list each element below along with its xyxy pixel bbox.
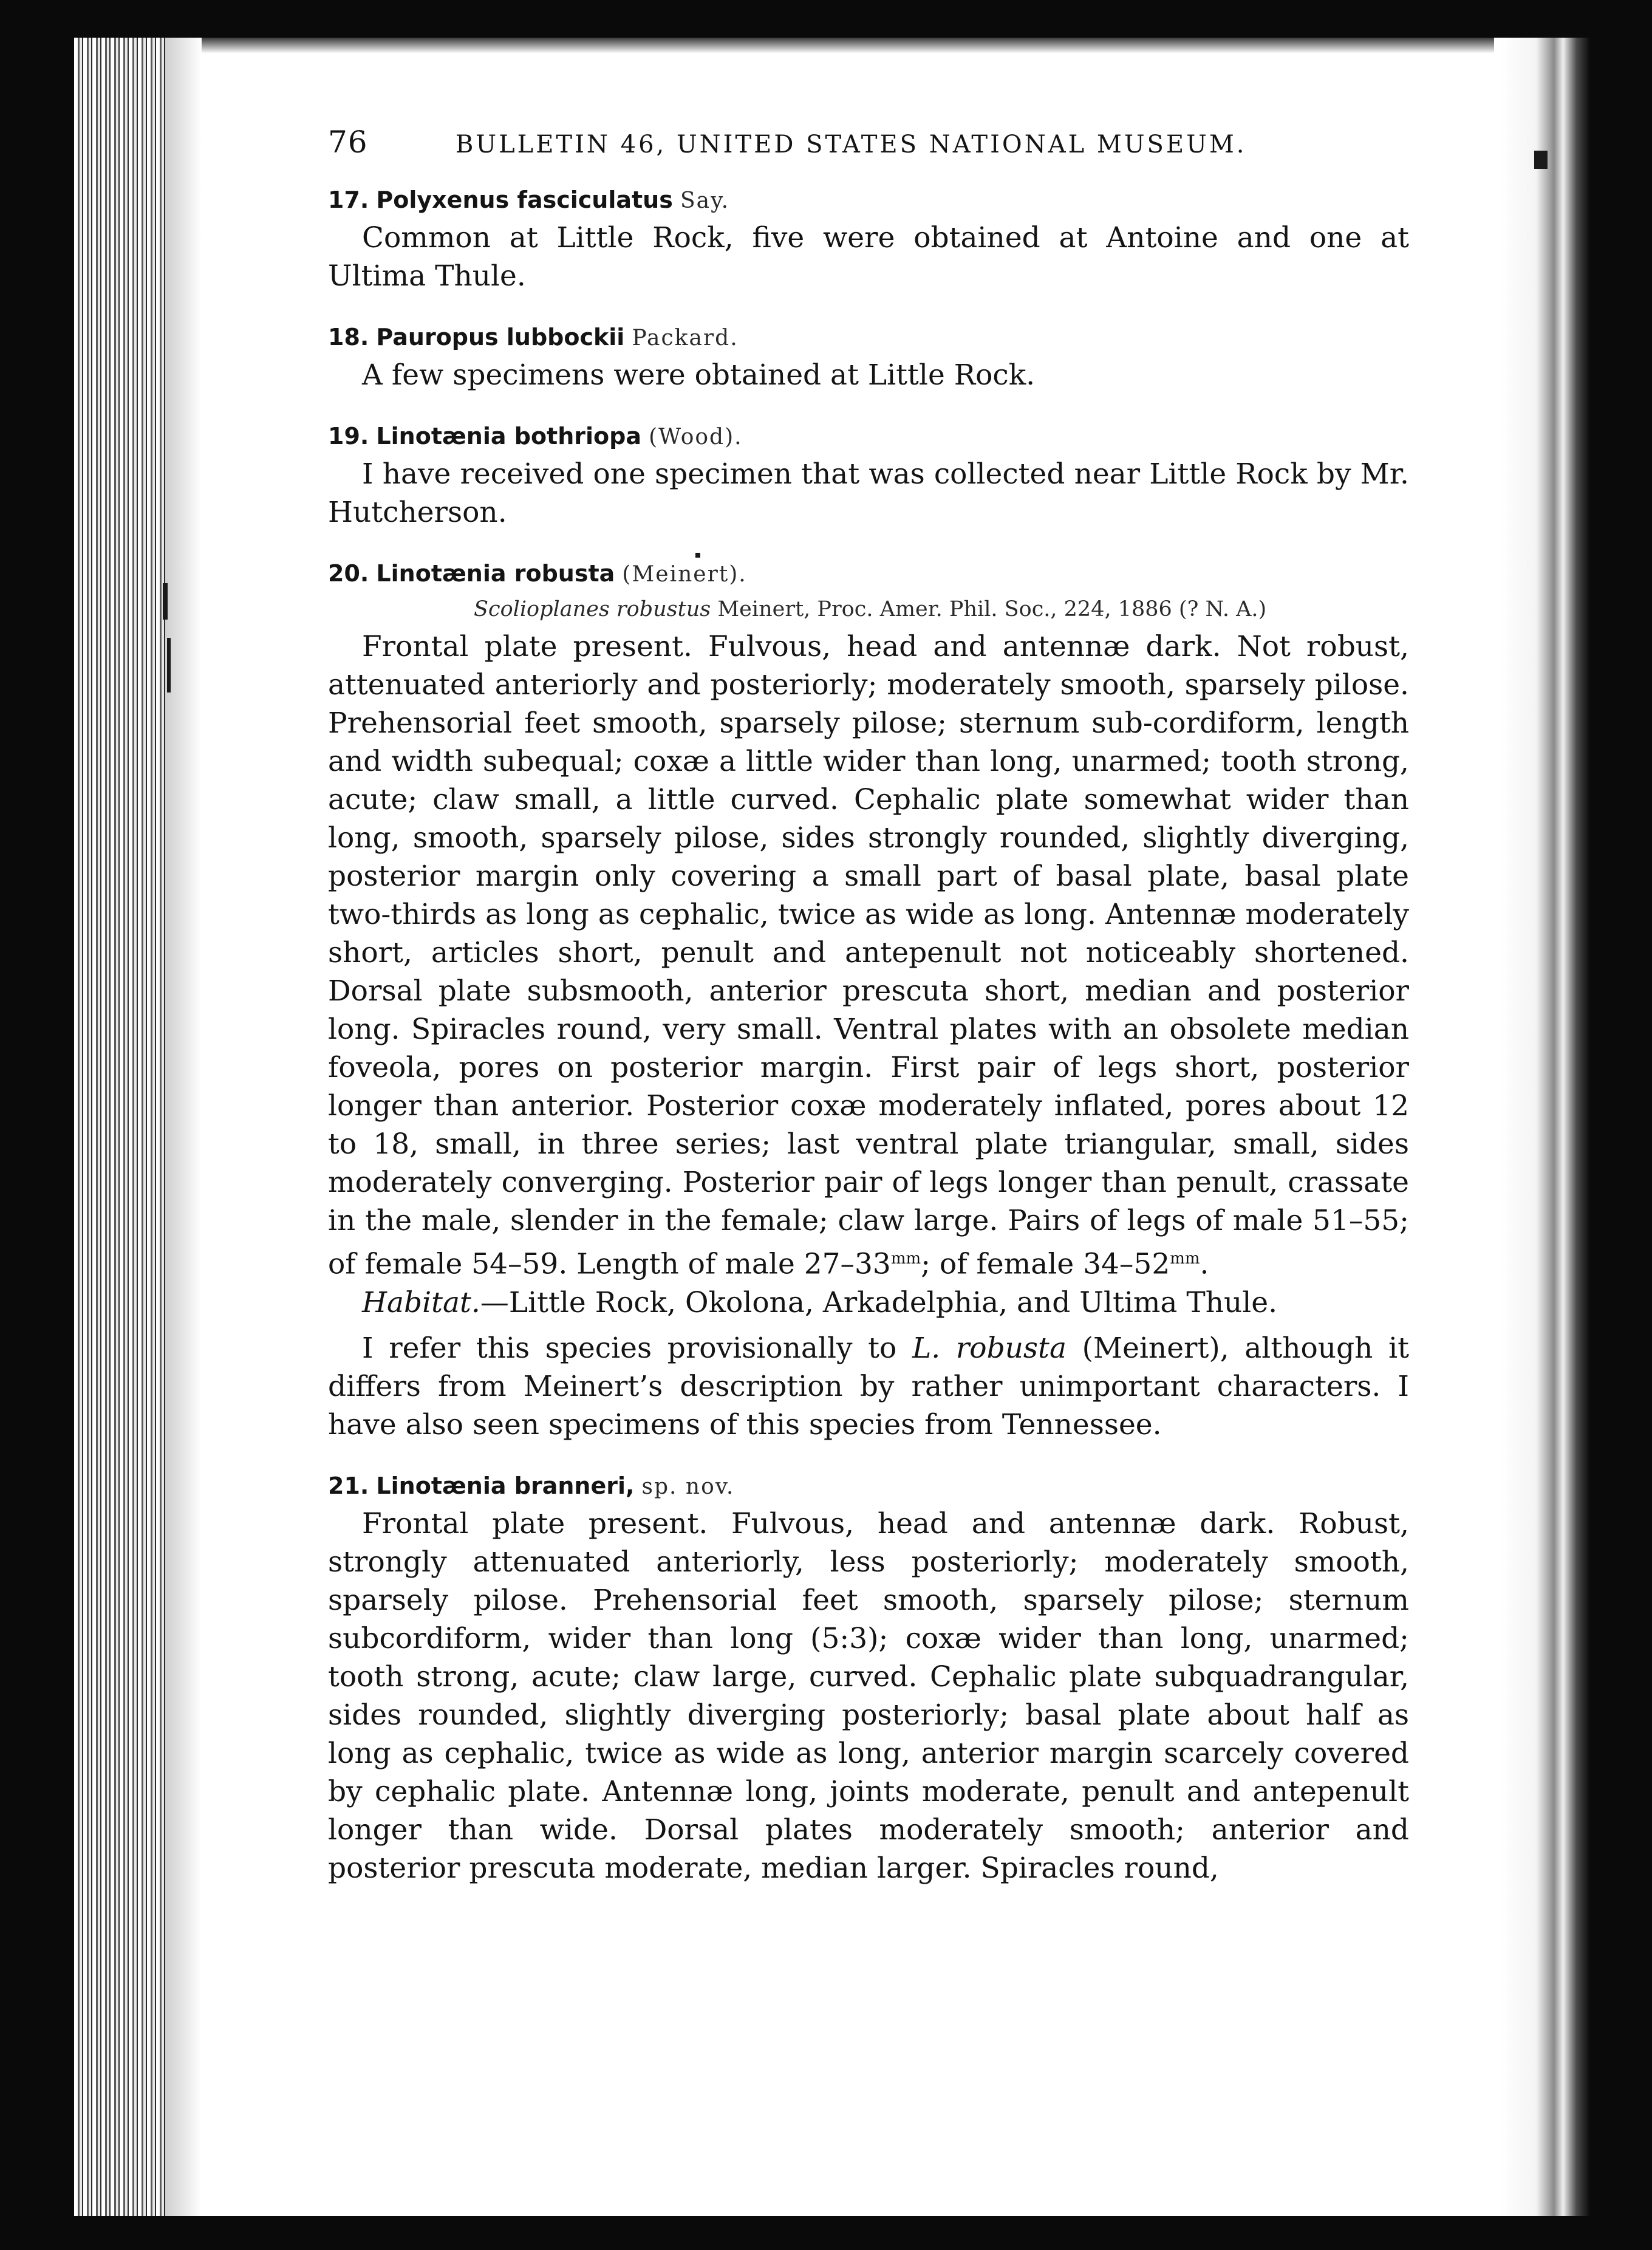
habitat-paragraph (328, 1284, 1409, 1322)
running-head: BULLETIN 46, UNITED STATES NATIONAL MUSEUM. (456, 131, 1247, 159)
species-heading (328, 556, 1409, 592)
species-name: Pauropus lubbockii (376, 324, 625, 350)
text-column (328, 182, 1409, 1887)
remark-paragraph (328, 1329, 1409, 1444)
scan-border-top (0, 0, 1652, 38)
species-heading (328, 419, 1409, 455)
scan-border-right (1590, 0, 1652, 2250)
species-name: Linotænia bothriopa (376, 423, 641, 450)
species-heading (328, 182, 1409, 219)
species-entry (328, 419, 1409, 532)
page-number: 76 (328, 125, 368, 160)
ink-speck (1534, 151, 1548, 169)
scan-border-left (0, 0, 74, 2250)
species-entry (328, 556, 1409, 1444)
description-text: . (1200, 1247, 1209, 1281)
species-paragraph: A few specimens were obtained at Little Rock. (362, 358, 1036, 392)
species-number: 21. (328, 1472, 369, 1499)
species-entry (328, 182, 1409, 295)
species-paragraph: Common at Little Rock, five were obtained at Antoine and one at Ultima Thule. (328, 221, 1409, 293)
species-heading (328, 1468, 1409, 1505)
species-entry (328, 1468, 1409, 1887)
species-name: Linotænia branneri, (376, 1472, 635, 1499)
species-name: Linotænia robusta (376, 560, 615, 587)
remark-text: (Meinert), although it differs from Meinert’s description by rather unimportant characters. I have also seen specimens of this species from Tennessee. (328, 1331, 1409, 1441)
unit-superscript: mm (890, 1250, 921, 1268)
species-number: 19. (328, 423, 369, 450)
page-header (328, 125, 1300, 161)
species-name: Polyxenus fasciculatus (376, 186, 673, 213)
species-number: 18. (328, 324, 369, 350)
species-entry (328, 320, 1409, 394)
species-description: Frontal plate present. Fulvous, head and antennæ dark. Robust, strongly attenuated anteriorly, less posteriorly; moderately smooth, sparsely pilose. Prehensorial feet smooth, sparsely pilose; sternum subcordiform, wider than long (5:3); coxæ wider than long, unarmed; tooth strong, acute; claw large, curved. Cephalic plate subquadrangular, sides rounded, slightly diverging posteriorly; basal plate about half as long as cephalic, twice as wide as long, anterior margin scarcely covered by cephalic plate. Antennæ long, joints moderate, penult and antepenult longer than wide. Dorsal plates moderately smooth; anterior and posterior prescuta moderate, median larger. Spiracles round, (328, 1506, 1409, 1885)
species-author: Say. (680, 188, 730, 213)
synonym-citation (328, 592, 1409, 626)
description-text: ; of female 34–52 (921, 1247, 1170, 1281)
species-number: 17. (328, 186, 369, 213)
ink-speck (163, 583, 168, 620)
species-description (328, 627, 1409, 1284)
species-author: sp. nov. (641, 1474, 735, 1499)
habitat-text: —Little Rock, Okolona, Arkadelphia, and Ultima Thule. (480, 1285, 1278, 1319)
habitat-label: Habitat. (362, 1285, 480, 1319)
species-author: Packard. (632, 326, 739, 350)
species-paragraph: I have received one specimen that was collected near Little Rock by Mr. Hutcherson. (328, 457, 1409, 529)
remark-text: I refer this species provisionally to (362, 1331, 913, 1365)
page-gutter-left (165, 38, 202, 2216)
unit-superscript: mm (1170, 1250, 1200, 1268)
synonym-name: Scolioplanes robustus (474, 597, 711, 621)
remark-species: L. robusta (912, 1331, 1067, 1365)
species-author: (Meinert). (622, 562, 747, 587)
synonym-reference: Meinert, Proc. Amer. Phil. Soc., 224, 1886 (? N. A.) (717, 597, 1267, 621)
species-heading (328, 320, 1409, 356)
description-text: Frontal plate present. Fulvous, head and antennæ dark. Not robust, attenuated anteriorly and posteriorly; moderately smooth, sparsely pilose. Prehensorial feet smooth, sparsely pilose; sternum sub-cordiform, length and width subequal; coxæ a little wider than long, unarmed; tooth strong, acute; claw small, a little curved. Cephalic plate somewhat wider than long, smooth, sparsely pilose, sides strongly rounded, slightly diverging, posterior margin only covering a small part of basal plate, basal plate two-thirds as long as cephalic, twice as wide as long. Antennæ moderately short, articles short, penult and antepenult not noticeably shortened. Dorsal plate subsmooth, anterior prescuta short, median and posterior long. Spiracles round, very small. Ventral plates with an obsolete median foveola, pores on posterior margin. First pair of legs short, posterior longer than anterior. Posterior coxæ moderately inflated, pores about 12 to 18, small, in three series; last ventral plate triangular, small, sides moderately converging. Posterior pair of legs longer than penult, crassate in the male, slender in the female; claw large. Pairs of legs of male 51–55; of female 54–59. Length of male 27–33 (328, 630, 1409, 1281)
scan-shadow-top (170, 38, 1494, 53)
species-number: 20. (328, 560, 369, 587)
page-stack-left (74, 38, 165, 2216)
scan-border-bottom (0, 2216, 1652, 2250)
ink-speck (167, 638, 171, 692)
page-stack-right (1500, 38, 1590, 2216)
species-author: (Wood). (649, 425, 743, 450)
